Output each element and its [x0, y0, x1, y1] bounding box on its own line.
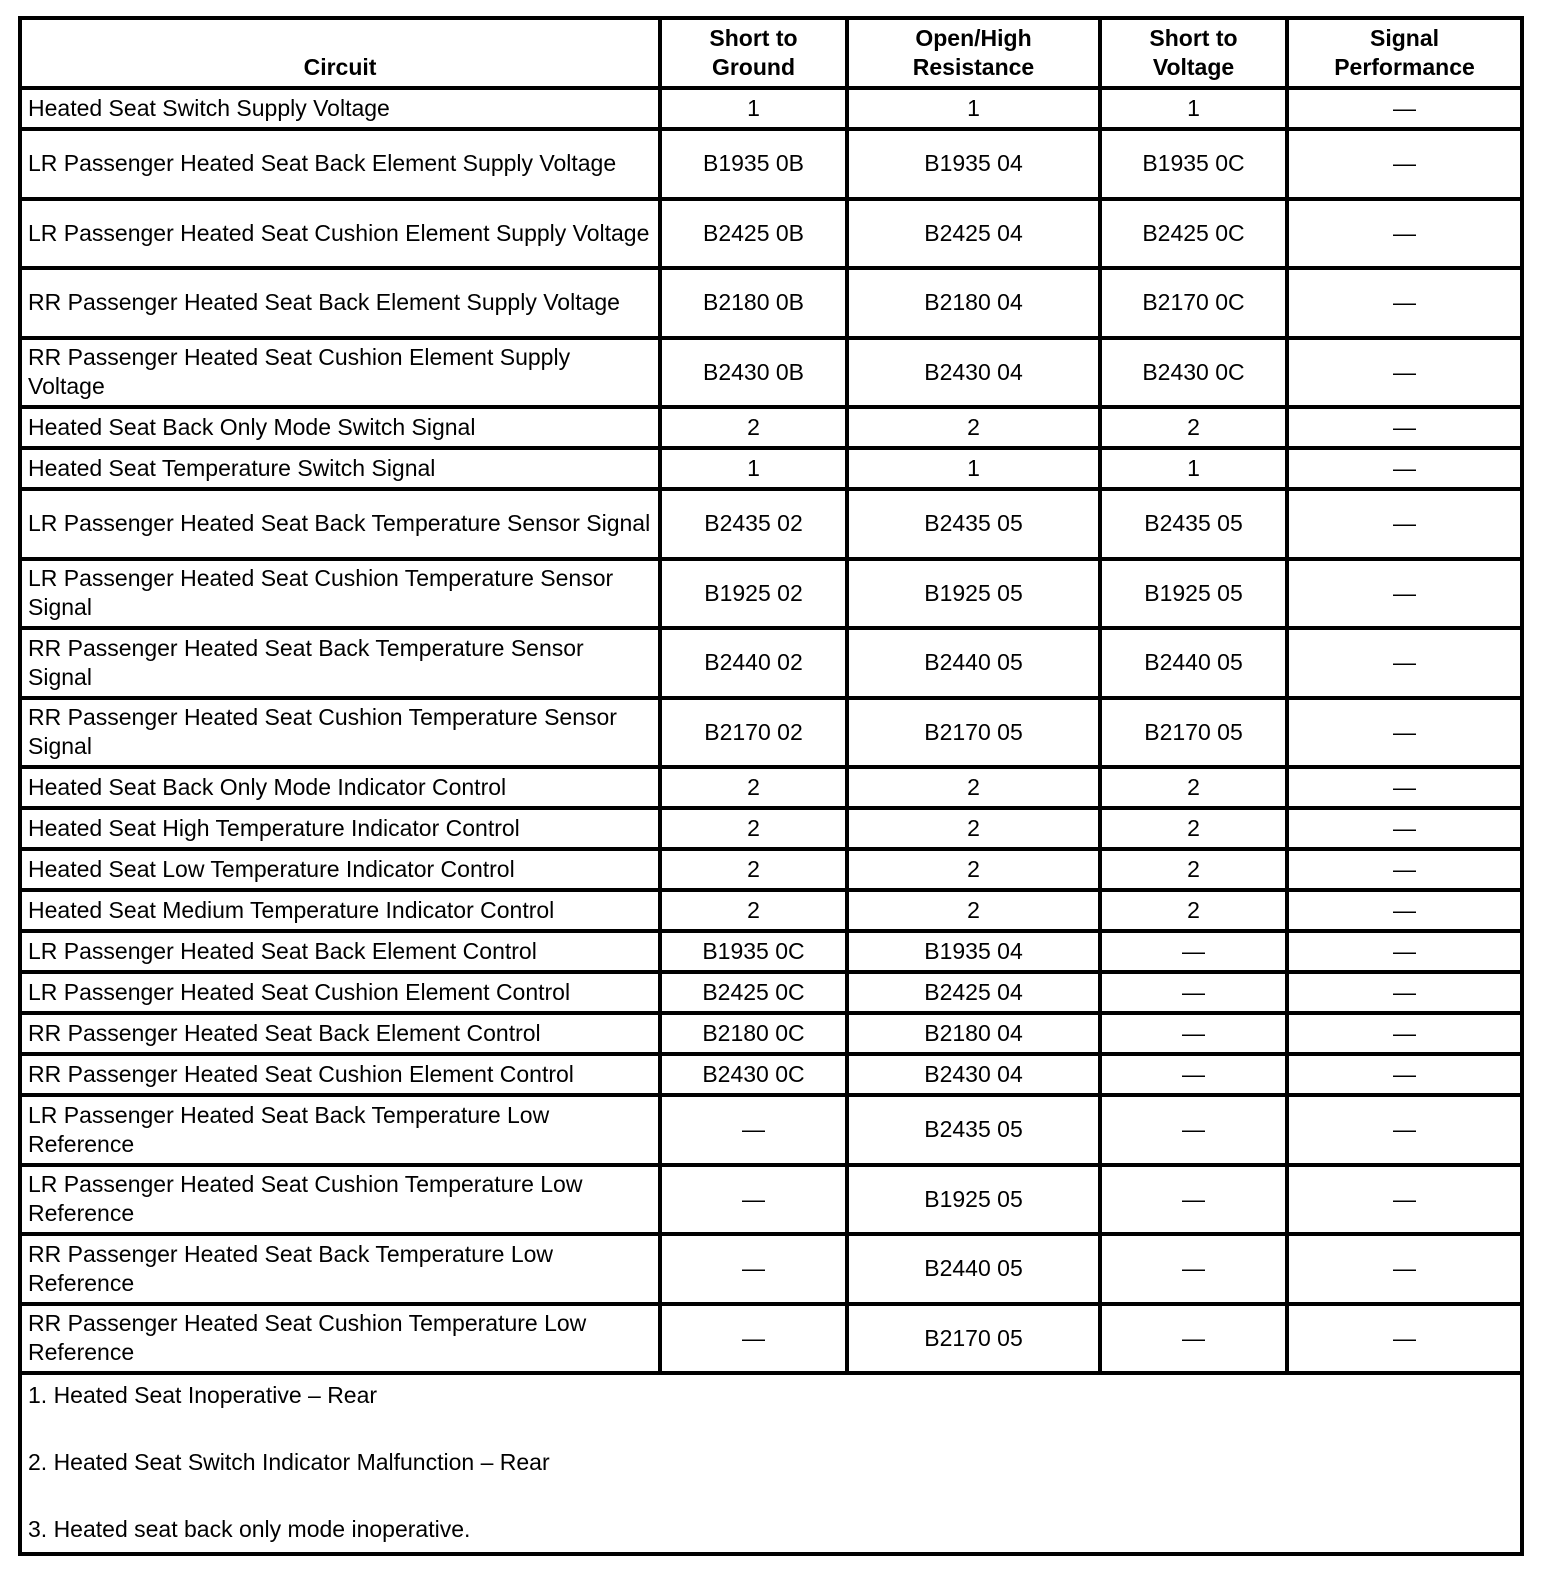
signal-performance-cell: — — [1287, 698, 1522, 768]
short-to-ground-cell: B2180 0C — [660, 1013, 847, 1054]
signal-performance-cell: — — [1287, 338, 1522, 408]
signal-performance-cell: — — [1287, 489, 1522, 559]
table-row — [20, 1013, 1522, 1054]
header-short-to-ground-line: Short to — [709, 25, 798, 51]
signal-performance-cell: — — [1287, 1013, 1522, 1054]
short-to-ground-cell: 2 — [660, 407, 847, 448]
open-high-resistance-cell: B2435 05 — [847, 489, 1100, 559]
short-to-ground-cell: B2430 0C — [660, 1054, 847, 1095]
short-to-voltage-cell: 2 — [1100, 808, 1287, 849]
table-row — [20, 698, 1522, 768]
header-open-high-resistance-line: Open/High — [915, 25, 1032, 51]
short-to-voltage-cell: B2170 05 — [1100, 698, 1287, 768]
short-to-ground-cell: 2 — [660, 890, 847, 931]
header-short-to-ground — [660, 18, 847, 88]
short-to-voltage-cell: 1 — [1100, 88, 1287, 129]
open-high-resistance-cell: 2 — [847, 849, 1100, 890]
signal-performance-cell: — — [1287, 808, 1522, 849]
signal-performance-cell: — — [1287, 407, 1522, 448]
table-row — [20, 338, 1522, 408]
short-to-ground-cell: — — [660, 1234, 847, 1304]
short-to-ground-cell: B1935 0C — [660, 931, 847, 972]
table-row — [20, 489, 1522, 559]
short-to-voltage-cell: 1 — [1100, 448, 1287, 489]
table-row — [20, 199, 1522, 269]
circuit-cell: LR Passenger Heated Seat Cushion Element Supply Voltage — [20, 199, 660, 269]
table-row — [20, 448, 1522, 489]
table-row — [20, 559, 1522, 629]
short-to-ground-cell: B2425 0C — [660, 972, 847, 1013]
circuit-cell: LR Passenger Heated Seat Back Element Supply Voltage — [20, 129, 660, 199]
circuit-cell: LR Passenger Heated Seat Back Temperature Sensor Signal — [20, 489, 660, 559]
table-row — [20, 407, 1522, 448]
circuit-cell: Heated Seat Temperature Switch Signal — [20, 448, 660, 489]
short-to-ground-cell: B2430 0B — [660, 338, 847, 408]
open-high-resistance-cell: B2170 05 — [847, 698, 1100, 768]
open-high-resistance-cell: 2 — [847, 407, 1100, 448]
footnote: 1. Heated Seat Inoperative – Rear — [28, 1382, 378, 1408]
circuit-cell: Heated Seat High Temperature Indicator Control — [20, 808, 660, 849]
signal-performance-cell: — — [1287, 849, 1522, 890]
open-high-resistance-cell: B2430 04 — [847, 1054, 1100, 1095]
open-high-resistance-cell: B2435 05 — [847, 1095, 1100, 1165]
open-high-resistance-cell: B1935 04 — [847, 129, 1100, 199]
circuit-cell: Heated Seat Back Only Mode Indicator Control — [20, 767, 660, 808]
short-to-ground-cell: 1 — [660, 448, 847, 489]
signal-performance-cell: — — [1287, 1165, 1522, 1235]
table-row — [20, 88, 1522, 129]
short-to-ground-cell: 2 — [660, 767, 847, 808]
table-row — [20, 931, 1522, 972]
short-to-ground-cell: B2435 02 — [660, 489, 847, 559]
short-to-voltage-cell: B2440 05 — [1100, 628, 1287, 698]
open-high-resistance-cell: B2440 05 — [847, 628, 1100, 698]
table-row — [20, 890, 1522, 931]
short-to-voltage-cell: B2435 05 — [1100, 489, 1287, 559]
open-high-resistance-cell: B1925 05 — [847, 559, 1100, 629]
short-to-voltage-cell: — — [1100, 972, 1287, 1013]
short-to-ground-cell: 1 — [660, 88, 847, 129]
header-open-high-resistance-line: Resistance — [912, 54, 1035, 80]
table-row — [20, 767, 1522, 808]
open-high-resistance-cell: 2 — [847, 767, 1100, 808]
circuit-cell: RR Passenger Heated Seat Back Element Control — [20, 1013, 660, 1054]
open-high-resistance-cell: B2440 05 — [847, 1234, 1100, 1304]
short-to-voltage-cell: — — [1100, 1304, 1287, 1374]
short-to-voltage-cell: B2430 0C — [1100, 338, 1287, 408]
signal-performance-cell: — — [1287, 1054, 1522, 1095]
open-high-resistance-cell: 1 — [847, 448, 1100, 489]
signal-performance-cell: — — [1287, 448, 1522, 489]
signal-performance-cell: — — [1287, 628, 1522, 698]
short-to-ground-cell: B2180 0B — [660, 268, 847, 338]
open-high-resistance-cell: B2180 04 — [847, 268, 1100, 338]
table-row — [20, 129, 1522, 199]
signal-performance-cell: — — [1287, 1095, 1522, 1165]
table-body — [20, 88, 1522, 1373]
table-row — [20, 628, 1522, 698]
circuit-cell: RR Passenger Heated Seat Cushion Temperature Sensor Signal — [20, 698, 660, 768]
open-high-resistance-cell: 2 — [847, 808, 1100, 849]
signal-performance-cell: — — [1287, 268, 1522, 338]
short-to-voltage-cell: B2170 0C — [1100, 268, 1287, 338]
circuit-cell: LR Passenger Heated Seat Cushion Temperature Sensor Signal — [20, 559, 660, 629]
short-to-ground-cell: B2425 0B — [660, 199, 847, 269]
open-high-resistance-cell: B2430 04 — [847, 338, 1100, 408]
header-short-to-voltage-line: Short to — [1149, 25, 1238, 51]
signal-performance-cell: — — [1287, 890, 1522, 931]
circuit-cell: Heated Seat Low Temperature Indicator Control — [20, 849, 660, 890]
dtc-circuit-table — [18, 16, 1524, 1556]
notes-cell — [20, 1373, 1522, 1554]
circuit-cell: RR Passenger Heated Seat Cushion Element Control — [20, 1054, 660, 1095]
short-to-voltage-cell: B1935 0C — [1100, 129, 1287, 199]
circuit-cell: RR Passenger Heated Seat Cushion Temperature Low Reference — [20, 1304, 660, 1374]
circuit-cell: Heated Seat Medium Temperature Indicator Control — [20, 890, 660, 931]
circuit-cell: LR Passenger Heated Seat Cushion Temperature Low Reference — [20, 1165, 660, 1235]
open-high-resistance-cell: B1925 05 — [847, 1165, 1100, 1235]
header-circuit — [20, 18, 660, 88]
table-row — [20, 972, 1522, 1013]
short-to-voltage-cell: — — [1100, 1054, 1287, 1095]
footnote: 3. Heated seat back only mode inoperative. — [28, 1516, 471, 1542]
circuit-cell: LR Passenger Heated Seat Cushion Element Control — [20, 972, 660, 1013]
short-to-ground-cell: 2 — [660, 849, 847, 890]
table-row — [20, 1234, 1522, 1304]
table-row — [20, 1054, 1522, 1095]
short-to-ground-cell: B1935 0B — [660, 129, 847, 199]
short-to-voltage-cell: 2 — [1100, 849, 1287, 890]
short-to-ground-cell: — — [660, 1304, 847, 1374]
header-signal-performance-line: Signal — [1369, 25, 1439, 51]
circuit-cell: RR Passenger Heated Seat Back Temperature Low Reference — [20, 1234, 660, 1304]
circuit-cell: RR Passenger Heated Seat Back Element Supply Voltage — [20, 268, 660, 338]
circuit-cell: RR Passenger Heated Seat Cushion Element Supply Voltage — [20, 338, 660, 408]
signal-performance-cell: — — [1287, 129, 1522, 199]
short-to-ground-cell: — — [660, 1165, 847, 1235]
header-circuit-line: Circuit — [303, 54, 377, 80]
circuit-cell: RR Passenger Heated Seat Back Temperature Sensor Signal — [20, 628, 660, 698]
table-row — [20, 1095, 1522, 1165]
open-high-resistance-cell: 2 — [847, 890, 1100, 931]
short-to-voltage-cell: — — [1100, 1234, 1287, 1304]
open-high-resistance-cell: B2425 04 — [847, 972, 1100, 1013]
signal-performance-cell: — — [1287, 1304, 1522, 1374]
circuit-cell: LR Passenger Heated Seat Back Element Control — [20, 931, 660, 972]
short-to-voltage-cell: — — [1100, 1013, 1287, 1054]
signal-performance-cell: — — [1287, 767, 1522, 808]
signal-performance-cell: — — [1287, 1234, 1522, 1304]
header-open-high-resistance — [847, 18, 1100, 88]
table-row — [20, 808, 1522, 849]
signal-performance-cell: — — [1287, 972, 1522, 1013]
open-high-resistance-cell: B2170 05 — [847, 1304, 1100, 1374]
header-row — [20, 18, 1522, 88]
short-to-ground-cell: — — [660, 1095, 847, 1165]
table-row — [20, 268, 1522, 338]
header-short-to-voltage-line: Voltage — [1152, 54, 1235, 80]
short-to-voltage-cell: — — [1100, 1165, 1287, 1235]
circuit-cell: LR Passenger Heated Seat Back Temperature Low Reference — [20, 1095, 660, 1165]
short-to-voltage-cell: 2 — [1100, 407, 1287, 448]
signal-performance-cell: — — [1287, 559, 1522, 629]
open-high-resistance-cell: B2425 04 — [847, 199, 1100, 269]
short-to-ground-cell: 2 — [660, 808, 847, 849]
open-high-resistance-cell: B1935 04 — [847, 931, 1100, 972]
circuit-cell: Heated Seat Back Only Mode Switch Signal — [20, 407, 660, 448]
short-to-ground-cell: B1925 02 — [660, 559, 847, 629]
open-high-resistance-cell: B2180 04 — [847, 1013, 1100, 1054]
footnote: 2. Heated Seat Switch Indicator Malfunction – Rear — [28, 1449, 550, 1475]
circuit-cell: Heated Seat Switch Supply Voltage — [20, 88, 660, 129]
short-to-voltage-cell: B2425 0C — [1100, 199, 1287, 269]
signal-performance-cell: — — [1287, 199, 1522, 269]
table-row — [20, 1165, 1522, 1235]
header-short-to-voltage — [1100, 18, 1287, 88]
short-to-voltage-cell: 2 — [1100, 890, 1287, 931]
short-to-ground-cell: B2440 02 — [660, 628, 847, 698]
short-to-voltage-cell: — — [1100, 931, 1287, 972]
short-to-voltage-cell: — — [1100, 1095, 1287, 1165]
header-signal-performance-line: Performance — [1334, 54, 1475, 80]
short-to-voltage-cell: B1925 05 — [1100, 559, 1287, 629]
open-high-resistance-cell: 1 — [847, 88, 1100, 129]
table-row — [20, 1304, 1522, 1374]
notes-row — [20, 1373, 1522, 1554]
short-to-voltage-cell: 2 — [1100, 767, 1287, 808]
header-short-to-ground-line: Ground — [711, 54, 796, 80]
short-to-ground-cell: B2170 02 — [660, 698, 847, 768]
table-row — [20, 849, 1522, 890]
header-signal-performance — [1287, 18, 1522, 88]
dtc-circuit-table-container — [18, 16, 1520, 1556]
signal-performance-cell: — — [1287, 931, 1522, 972]
signal-performance-cell: — — [1287, 88, 1522, 129]
